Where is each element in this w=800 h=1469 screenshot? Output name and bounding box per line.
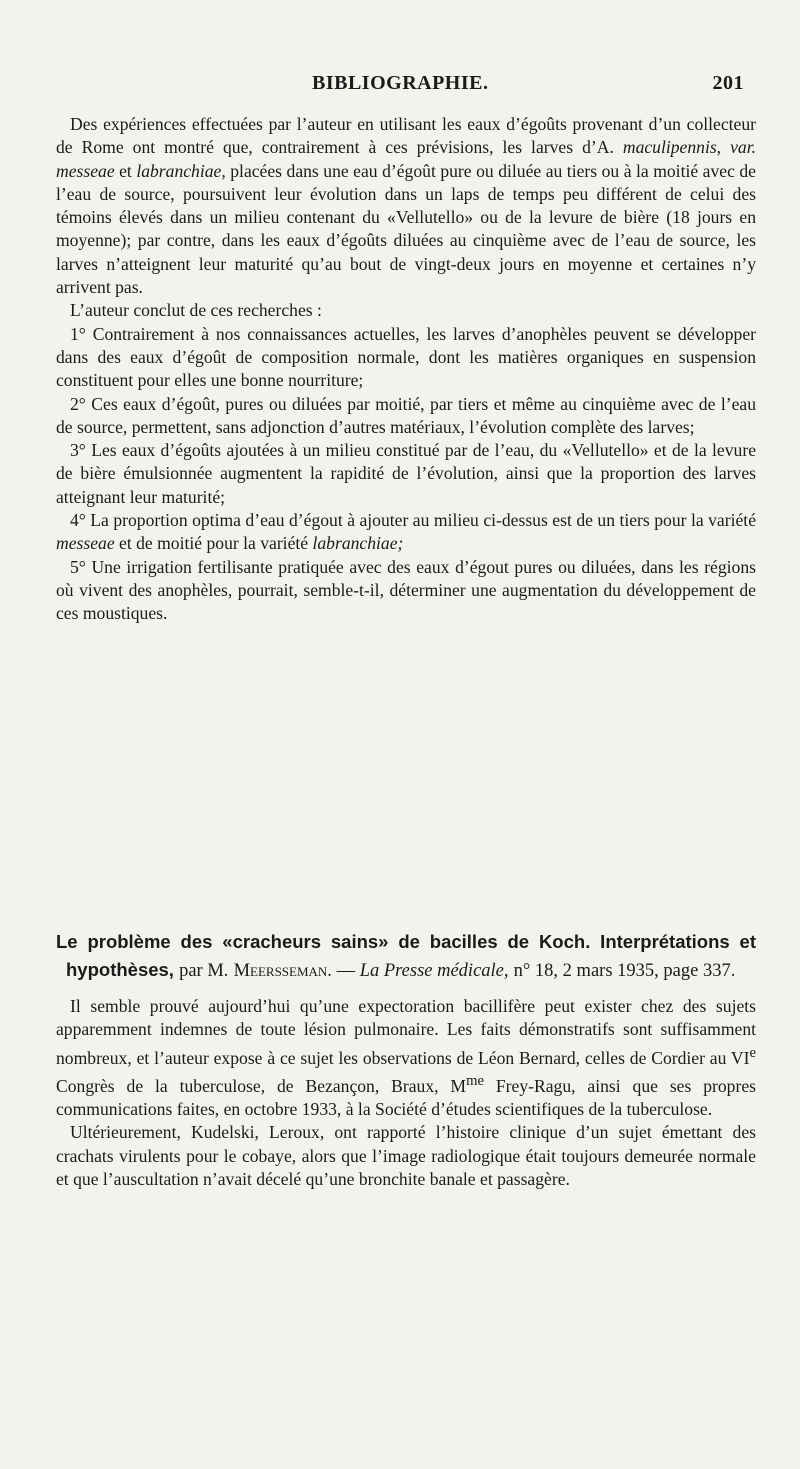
conclusion-item-4 xyxy=(56,509,756,556)
text-run: placées dans une eau d’égoût pure ou diluée au tiers ou à la moitié avec de l’eau de source, poursuivent leur évolution dans un laps de temps peu différent de celui des témoins élevés dans un milieu contenant du «Vellutello» ou de la levure de bière (18 jours en moyenne); par contre, dans les eaux d’égoûts diluées au cinquième avec de l’eau de source, les larves n’atteignent leur maturité qu’au bout de vingt-deux jours en moyenne et certaines n’y arrivent pas. xyxy=(56,160,756,298)
superscript: me xyxy=(466,1072,484,1089)
text-run: Congrès de la tuberculose, de Bezançon, Braux, M xyxy=(56,1075,467,1096)
paragraph-clinical-case: Ultérieurement, Kudelski, Leroux, ont rapporté l’histoire clinique d’un sujet émettant des crachats virulents pour le cobaye, alors que l’image radiologique était toujours demeurée normale et que l’auscultation n’avait décelé qu’une bronchite banale et passagère. xyxy=(56,1122,756,1189)
section-title: BIBLIOGRAPHIE. xyxy=(312,72,489,94)
text-run: et de moitié pour la variété xyxy=(114,533,313,554)
conclusion-item-2: 2° Ces eaux d’égoût, pures ou diluées par moitié, par tiers et même au cinquième avec de l’eau de source, permettent, sans adjonction d’autres matériaux, l’évolution complète des larves; xyxy=(56,393,756,437)
article-title: Le problème des «cracheurs sains» de bacilles de Koch. Interprétations et hypothèses, xyxy=(56,931,756,980)
conclusion-item-5: 5° Une irrigation fertilisante pratiquée avec des eaux d’égout pures ou diluées, dans les régions où vivent des anophèles, pourrait, semble-t-il, déterminer une augmentation du développement de ces moustiques. xyxy=(56,556,756,624)
author-prefix: par M. xyxy=(179,961,229,981)
species-name: maculipennis, var. messeae xyxy=(56,137,756,181)
paragraph-evidence xyxy=(56,995,756,1121)
article-anopheles-body xyxy=(56,113,756,626)
species-name: messeae xyxy=(56,533,115,554)
species-name: labranchiae; xyxy=(312,533,404,554)
journal-name: La Presse médicale, xyxy=(359,961,509,981)
running-head xyxy=(312,72,744,95)
article-cracheurs-sains xyxy=(56,928,756,1191)
separator-dash: — xyxy=(331,961,360,981)
text-run: Frey-Ragu, ainsi que ses propres communications faites, en octobre 1933, à la Société d’études scientifiques de la tuberculose. xyxy=(56,1075,756,1119)
article-heading xyxy=(56,928,756,985)
text-run: 4° La proportion optima d’eau d’égout à ajouter au milieu ci-dessus est de un tiers pour la variété xyxy=(70,510,756,531)
conclusion-item-3: 3° Les eaux d’égoûts ajoutées à un milieu constitué par de l’eau, du «Vellutello» et de la levure de bière émulsionnée augmentent la rapidité de l’évolution, ainsi que la proportion des larves atteignant leur maturité; xyxy=(56,440,756,507)
page-number: 201 xyxy=(712,72,744,94)
conclusion-item-1: 1° Contrairement à nos connaissances actuelles, les larves d’anophèles peuvent se développer dans des eaux d’égoût de composition normale, dont les matières organiques en suspension constituent pour elles une bonne nourriture; xyxy=(56,323,756,391)
species-name: labranchiae, xyxy=(136,160,226,181)
journal-reference: n° 18, 2 mars 1935, page 337. xyxy=(513,961,736,981)
text-run: Des expériences effectuées par l’auteur en utilisant les eaux d’égoûts provenant d’un collecteur de Rome ont montré que, contrairement à ces prévisions, les larves d’A. xyxy=(56,114,756,158)
paragraph-experiments xyxy=(56,113,756,299)
paragraph-conclusion-intro: L’auteur conclut de ces recherches : xyxy=(70,300,322,321)
text-run: Il semble prouvé aujourd’hui qu’une expectoration bacillifère peut exister chez des sujets apparemment indemnes de toute lésion pulmonaire. Les faits démonstratifs sont suffisamment nombreux, et l’auteur expose à ce sujet les observations de Léon Bernard, celles de Cordier au VI xyxy=(56,996,756,1068)
text-run: et xyxy=(114,160,137,181)
author-name: Meersseman. xyxy=(233,961,332,981)
superscript: e xyxy=(749,1044,756,1061)
